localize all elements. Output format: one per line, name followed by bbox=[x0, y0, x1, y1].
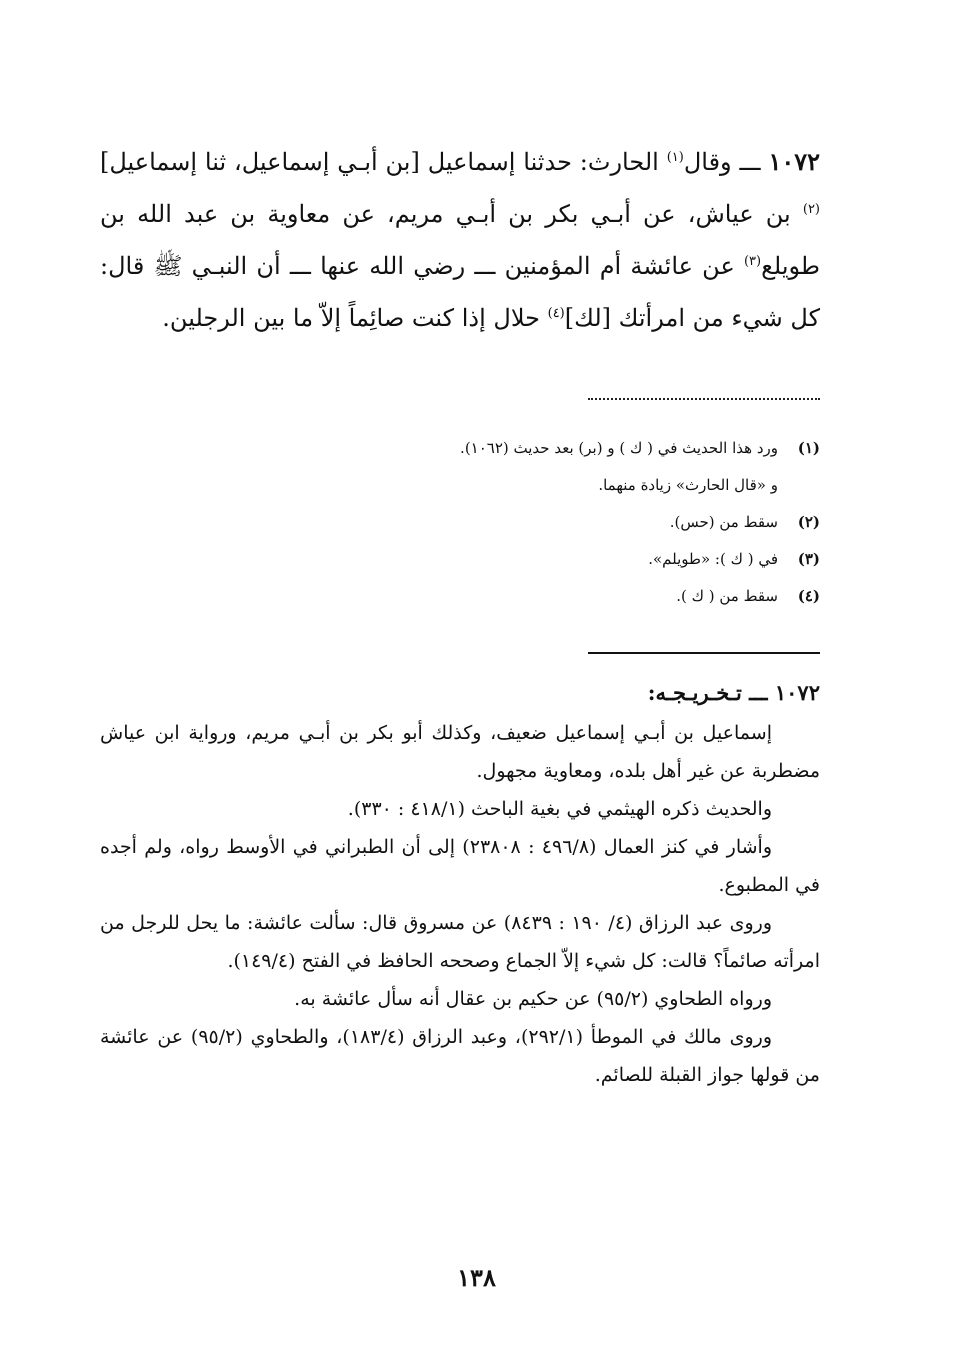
footnote-ref-3: (٣) bbox=[743, 254, 762, 269]
footnote-ref-1: (١) bbox=[666, 150, 684, 165]
footnote-ref-2: (٢) bbox=[802, 202, 820, 217]
footnote-text-3: في ( ك ): «طويلم». bbox=[648, 550, 778, 568]
footnote-4 bbox=[100, 578, 820, 615]
footnote-separator bbox=[588, 398, 820, 400]
section-divider bbox=[588, 652, 820, 654]
hadith-segment-3: بن عياش، عن أبـي بكر بن أبـي مريم، عن معاوية بن عبد الله بن طويلع bbox=[100, 200, 820, 280]
takhrij-heading: ١٠٧٢ ـــ تـخـريـجـه: bbox=[647, 680, 820, 705]
hadith-segment-2: الحارث: حدثنا إسماعيل [بن أبـي إسماعيل، ثنا إسماعيل] bbox=[100, 148, 667, 176]
hadith-number: ١٠٧٢ bbox=[768, 147, 820, 176]
takhrij-paragraph-5: ورواه الطحاوي (٩٥/٢) عن حكيم بن عقال أنه سأل عائشة به. bbox=[294, 988, 772, 1010]
footnote-text-1b: و «قال الحارث» زيادة منهما. bbox=[598, 476, 778, 494]
footnote-1 bbox=[100, 430, 820, 467]
hadith-dash: ـــ bbox=[731, 148, 769, 176]
footnote-number-2: (٢) bbox=[797, 513, 820, 531]
footnote-1-continued bbox=[100, 467, 820, 504]
footnote-ref-4: (٤) bbox=[547, 306, 565, 321]
footnote-number-1: (١) bbox=[797, 439, 820, 457]
hadith-segment-1: وقال bbox=[683, 148, 732, 176]
footnote-text-1: ورد هذا الحديث في ( ك ) و (بر) بعد حديث (١٠٦٢). bbox=[460, 439, 778, 457]
footnote-text-4: سقط من ( ك ). bbox=[676, 587, 778, 605]
takhrij-paragraph-6: وروى مالك في الموطأ (٢٩٢/١)، وعبد الرزاق (١٨٣/٤)، والطحاوي (٩٥/٢) عن عائشة من قولها جواز القبلة للصائم. bbox=[100, 1026, 820, 1086]
footnote-number-4: (٤) bbox=[797, 587, 820, 605]
takhrij-paragraph-3: وأشار في كنز العمال (٤٩٦/٨ : ٢٣٨٠٨) إلى أن الطبراني في الأوسط رواه، ولم أجده في المطبوع. bbox=[100, 836, 820, 896]
hadith-block bbox=[100, 136, 820, 344]
hadith-segment-5: حلال إذا كنت صائِماً إلاّ ما بين الرجلين. bbox=[162, 304, 548, 332]
page-number: ١٣٨ bbox=[457, 1263, 496, 1292]
footnotes bbox=[100, 430, 820, 615]
takhrij-paragraph-4: وروى عبد الرزاق (٤/ ١٩٠ : ٨٤٣٩) عن مسروق قال: سألت عائشة: ما يحل للرجل من امرأته صائماً؟ قالت: كل شيء إلاّ الجماع وصححه الحافظ في الفتح (١٤٩/٤). bbox=[100, 912, 820, 972]
hadith-paragraph bbox=[100, 136, 820, 344]
footnote-number-3: (٣) bbox=[797, 550, 820, 568]
hadith-text bbox=[100, 136, 820, 344]
footnote-text-2: سقط من (حس). bbox=[669, 513, 778, 531]
hadith-segment-4: عن عائشة أم المؤمنين ـــ رضي الله عنها ـــ أن النبـي ﷺ قال: كل شيء من امرأتك [لك] bbox=[100, 252, 820, 332]
footnote-3 bbox=[100, 541, 820, 578]
takhrij-section bbox=[100, 676, 820, 1094]
footnote-2 bbox=[100, 504, 820, 541]
takhrij-paragraph-2: والحديث ذكره الهيثمي في بغية الباحث (٤١٨/١ : ٣٣٠). bbox=[347, 798, 772, 820]
takhrij-paragraph-1: إسماعيل بن أبـي إسماعيل ضعيف، وكذلك أبو بكر بن أبـي مريم، ورواية ابن عياش مضطربة عن غير أهل بلده، ومعاوية مجهول. bbox=[100, 722, 820, 782]
